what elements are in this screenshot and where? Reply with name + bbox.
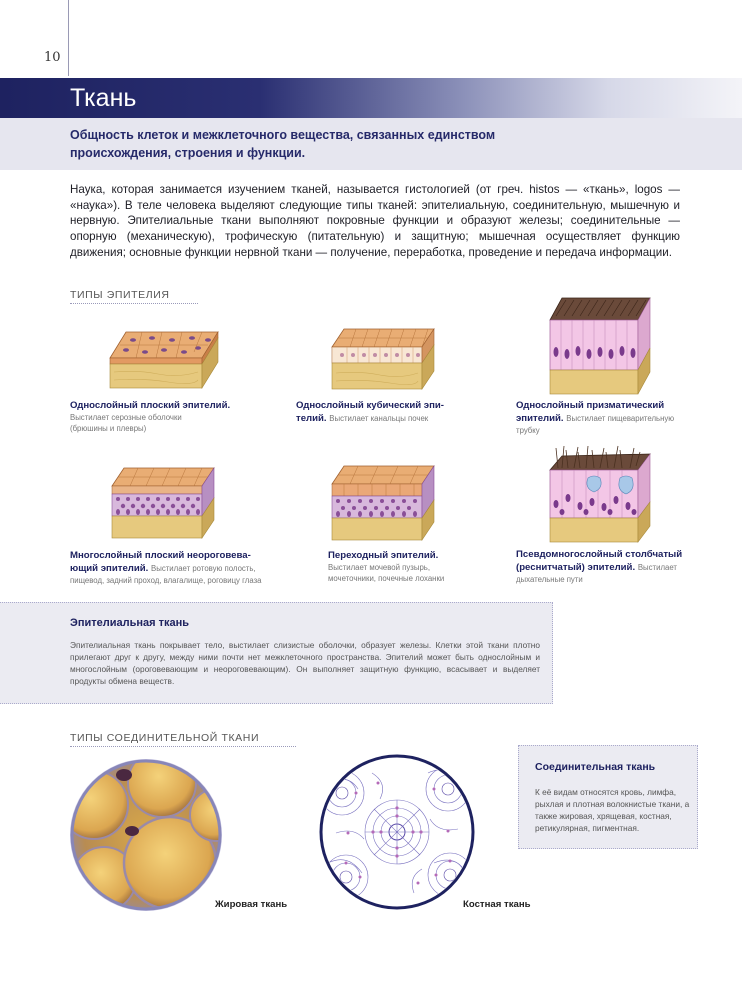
illustration-transitional bbox=[330, 462, 436, 542]
caption-desc: трубку bbox=[516, 426, 540, 435]
label-bone-tissue: Костная ткань bbox=[463, 899, 531, 910]
epithelial-tissue-panel bbox=[0, 602, 553, 704]
illustration-stratified-squamous bbox=[110, 464, 216, 540]
connective-section-label: ТИПЫ СОЕДИНИТЕЛЬНОЙ ТКАНИ bbox=[70, 732, 260, 744]
caption-desc: мочеточники, почечные лоханки bbox=[328, 574, 445, 583]
caption-title: Переходный эпителий. bbox=[328, 550, 439, 561]
definition-band bbox=[0, 118, 742, 170]
definition-text: Общность клеток и межклеточного вещества, связанных единством происхождения, строения и функции. bbox=[70, 128, 496, 160]
caption-simple-columnar bbox=[516, 399, 706, 436]
caption-title: Псевдомногослойный столбчатый bbox=[516, 549, 683, 560]
caption-transitional bbox=[328, 549, 498, 584]
caption-simple-cuboidal bbox=[296, 399, 476, 425]
caption-desc: Выстилает bbox=[637, 563, 677, 572]
illustration-simple-squamous bbox=[108, 328, 220, 390]
illustration-adipose-tissue bbox=[66, 755, 226, 915]
panel-text: Эпителиальная ткань покрывает тело, выстилает слизистые оболочки, образует железы. Клетки этой ткани плотно прилегают друг к другу, между ними почти нет межклеточного пространства. Эпителий может быть однослойным и многослойным (ороговевающим и неороговевающим). Он выполняет защитную функцию, всасывает и выделяет продукты обмена веществ. bbox=[70, 640, 540, 686]
caption-stratified-squamous bbox=[70, 549, 280, 586]
illustration-simple-columnar bbox=[548, 296, 652, 396]
intro-paragraph: Наука, которая занимается изучением тканей, называется гистологией (от греч. histos — «ткань», logos — «наука»). В теле человека выделяют следующие типы тканей: эпителиальную, соединительную, мышечную и нервную. Эпителиальные ткани выполняют покровные функции и образуют железы; соединительные — опорную (механическую), трофическую (питательную) и защитную; мышечная осуществляет функцию движения; основные функции нервной ткани — получение, переработка, проведение и передача информации. bbox=[70, 183, 680, 259]
epithelium-section-label: ТИПЫ ЭПИТЕЛИЯ bbox=[70, 289, 170, 301]
caption-title-cont: эпителий. bbox=[516, 413, 564, 424]
caption-desc: Выстилает пищеварительную bbox=[566, 414, 675, 423]
caption-title-cont: ющий эпителий. bbox=[70, 563, 149, 574]
caption-desc: Выстилает серозные оболочки bbox=[70, 413, 182, 422]
caption-desc: дыхательные пути bbox=[516, 575, 583, 584]
caption-title-cont: телий. bbox=[296, 413, 327, 424]
page-title: Ткань bbox=[70, 84, 137, 112]
panel-title: Эпителиальная ткань bbox=[70, 617, 190, 629]
section-divider bbox=[70, 746, 296, 747]
caption-title: Однослойный призматический bbox=[516, 400, 665, 411]
illustration-simple-cuboidal bbox=[330, 325, 436, 391]
caption-title: Однослойный плоский эпителий. bbox=[70, 400, 231, 411]
illustration-pseudostratified-ciliated bbox=[548, 444, 652, 544]
panel-title: Соединительная ткань bbox=[535, 761, 656, 773]
caption-title: Однослойный кубический эпи- bbox=[296, 400, 444, 411]
caption-title: Многослойный плоский неороговева- bbox=[70, 550, 251, 561]
caption-desc: пищевод, задний проход, влагалище, роговицу глаза bbox=[70, 576, 262, 585]
label-adipose-tissue: Жировая ткань bbox=[215, 899, 288, 910]
illustration-bone-tissue bbox=[318, 753, 476, 911]
title-band bbox=[0, 78, 742, 118]
panel-text: К её видам относятся кровь, лимфа, рыхлая и плотная волокнистые ткани, а также жировая, хрящевая, костная, ретикулярная, пигментная. bbox=[535, 787, 690, 833]
caption-desc: Выстилает ротовую полость, bbox=[151, 564, 256, 573]
section-divider bbox=[70, 303, 198, 304]
caption-desc: Выстилает мочевой пузырь, bbox=[328, 563, 431, 572]
caption-desc: Выстилает канальцы почек bbox=[329, 414, 429, 423]
caption-simple-squamous bbox=[70, 399, 270, 434]
connective-tissue-panel bbox=[518, 745, 698, 849]
caption-desc: (брюшины и плевры) bbox=[70, 424, 147, 433]
page-number: 10 bbox=[44, 50, 61, 65]
caption-pseudostratified-ciliated bbox=[516, 548, 706, 585]
caption-title-cont: (реснитчатый) эпителий. bbox=[516, 562, 636, 573]
header-rule bbox=[68, 0, 69, 76]
